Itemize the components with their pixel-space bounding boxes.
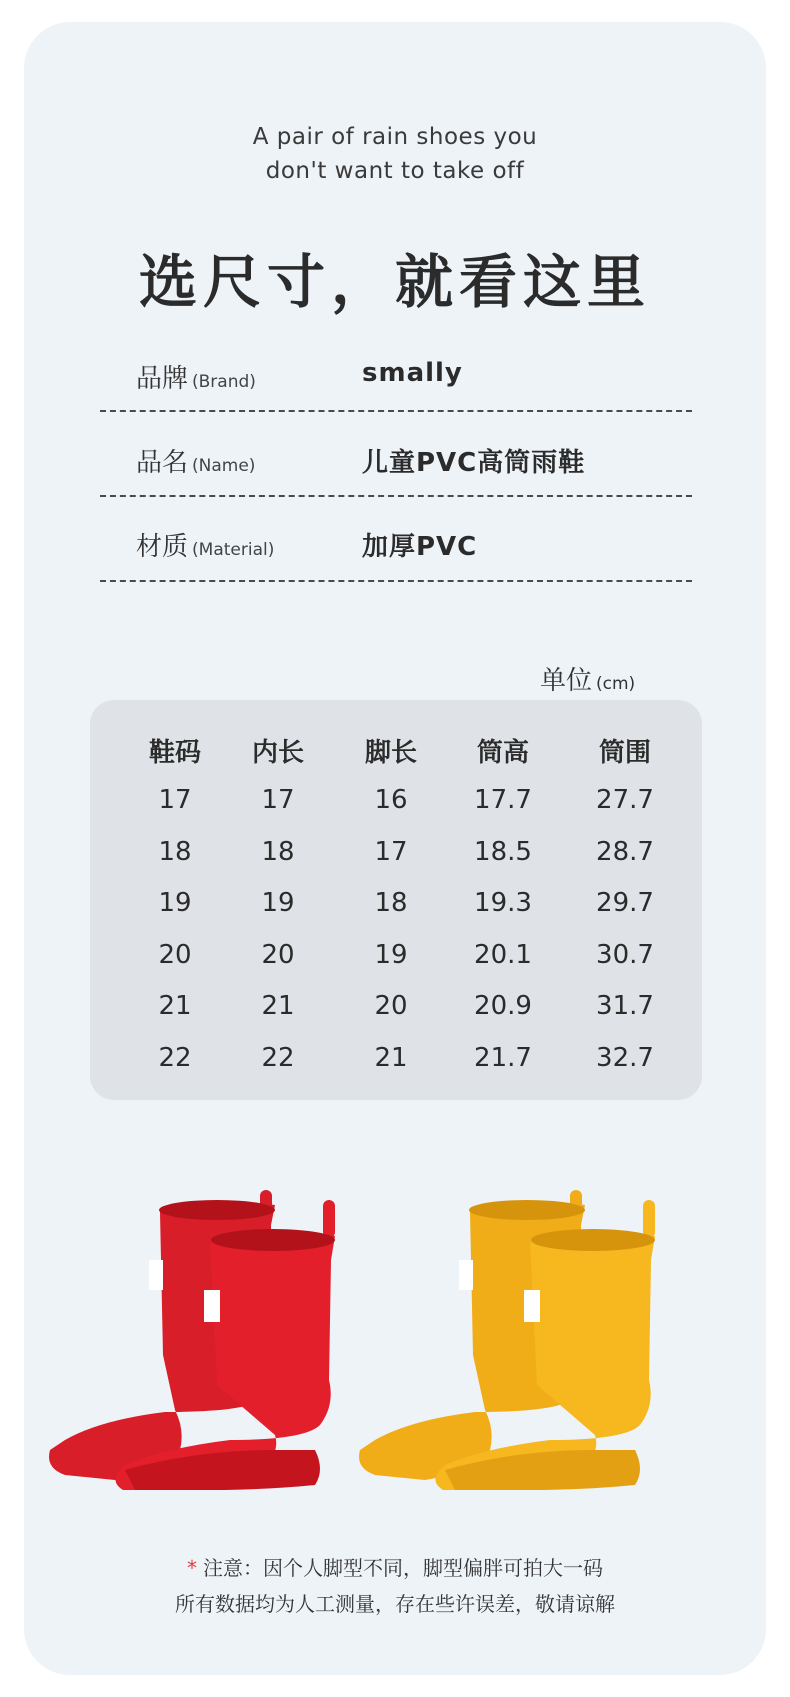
info-label: 材质 (Material) bbox=[136, 532, 275, 562]
table-cell: 28.7 bbox=[596, 836, 654, 867]
table-cell: 21.7 bbox=[474, 1042, 532, 1073]
table-cell: 30.7 bbox=[596, 939, 654, 970]
table-cell: 20 bbox=[374, 991, 408, 1021]
table-cell: 18 bbox=[374, 888, 408, 918]
table-header-cell: 脚长 bbox=[364, 738, 417, 768]
table-header-cell: 筒高 bbox=[476, 738, 529, 768]
table-cell: 20.9 bbox=[474, 991, 532, 1021]
table-cell: 17 bbox=[374, 836, 408, 867]
table-header-cell: 内长 bbox=[251, 738, 304, 768]
divider bbox=[100, 410, 692, 412]
unit-label: 单位 (cm) bbox=[540, 666, 636, 696]
note-line-1: * 注意：因个人脚型不同，脚型偏胖可拍大一码 bbox=[187, 1556, 603, 1580]
table-cell: 21 bbox=[158, 991, 192, 1021]
info-value: 加厚PVC bbox=[362, 532, 478, 562]
table-cell: 19 bbox=[158, 888, 192, 918]
table-cell: 20 bbox=[158, 939, 192, 970]
boots-illustration bbox=[45, 1150, 745, 1490]
tagline-line-1: A pair of rain shoes you bbox=[252, 124, 538, 150]
table-cell: 27.7 bbox=[596, 785, 654, 815]
table-cell: 31.7 bbox=[596, 991, 654, 1021]
table-cell: 17 bbox=[158, 785, 192, 815]
table-cell: 18 bbox=[261, 836, 295, 867]
table-cell: 17 bbox=[261, 785, 295, 815]
info-value: 儿童PVC高筒雨鞋 bbox=[362, 448, 586, 478]
table-header-cell: 筒围 bbox=[598, 738, 651, 768]
table-cell: 29.7 bbox=[596, 888, 654, 918]
table-cell: 21 bbox=[374, 1042, 408, 1073]
table-cell: 20 bbox=[261, 939, 295, 970]
table-cell: 22 bbox=[158, 1042, 192, 1073]
info-label: 品牌 (Brand) bbox=[136, 364, 256, 394]
divider bbox=[100, 580, 692, 582]
note-line-2: 所有数据均为人工测量，存在些许误差，敬请谅解 bbox=[175, 1592, 615, 1616]
table-cell: 17.7 bbox=[474, 785, 532, 815]
divider bbox=[100, 495, 692, 497]
table-cell: 18.5 bbox=[474, 836, 532, 867]
table-cell: 19.3 bbox=[474, 888, 532, 918]
table-cell: 16 bbox=[374, 785, 408, 815]
table-header-cell: 鞋码 bbox=[148, 738, 201, 768]
info-value: smally bbox=[362, 358, 463, 388]
table-cell: 21 bbox=[261, 991, 295, 1021]
table-cell: 32.7 bbox=[596, 1042, 654, 1073]
yellow-boots bbox=[359, 1190, 655, 1490]
headline: 选尺寸，就看这里 bbox=[138, 248, 651, 316]
table-cell: 18 bbox=[158, 836, 192, 867]
red-boots bbox=[49, 1190, 335, 1490]
info-row-brand bbox=[100, 358, 690, 448]
info-row-name bbox=[100, 442, 690, 532]
tagline-line-2: don't want to take off bbox=[265, 158, 525, 184]
info-label: 品名 (Name) bbox=[136, 448, 256, 478]
table-cell: 20.1 bbox=[474, 939, 532, 970]
table-cell: 19 bbox=[374, 939, 408, 970]
size-table bbox=[90, 700, 702, 1100]
table-cell: 22 bbox=[261, 1042, 295, 1073]
info-row-material bbox=[100, 526, 690, 616]
table-cell: 19 bbox=[261, 888, 295, 918]
